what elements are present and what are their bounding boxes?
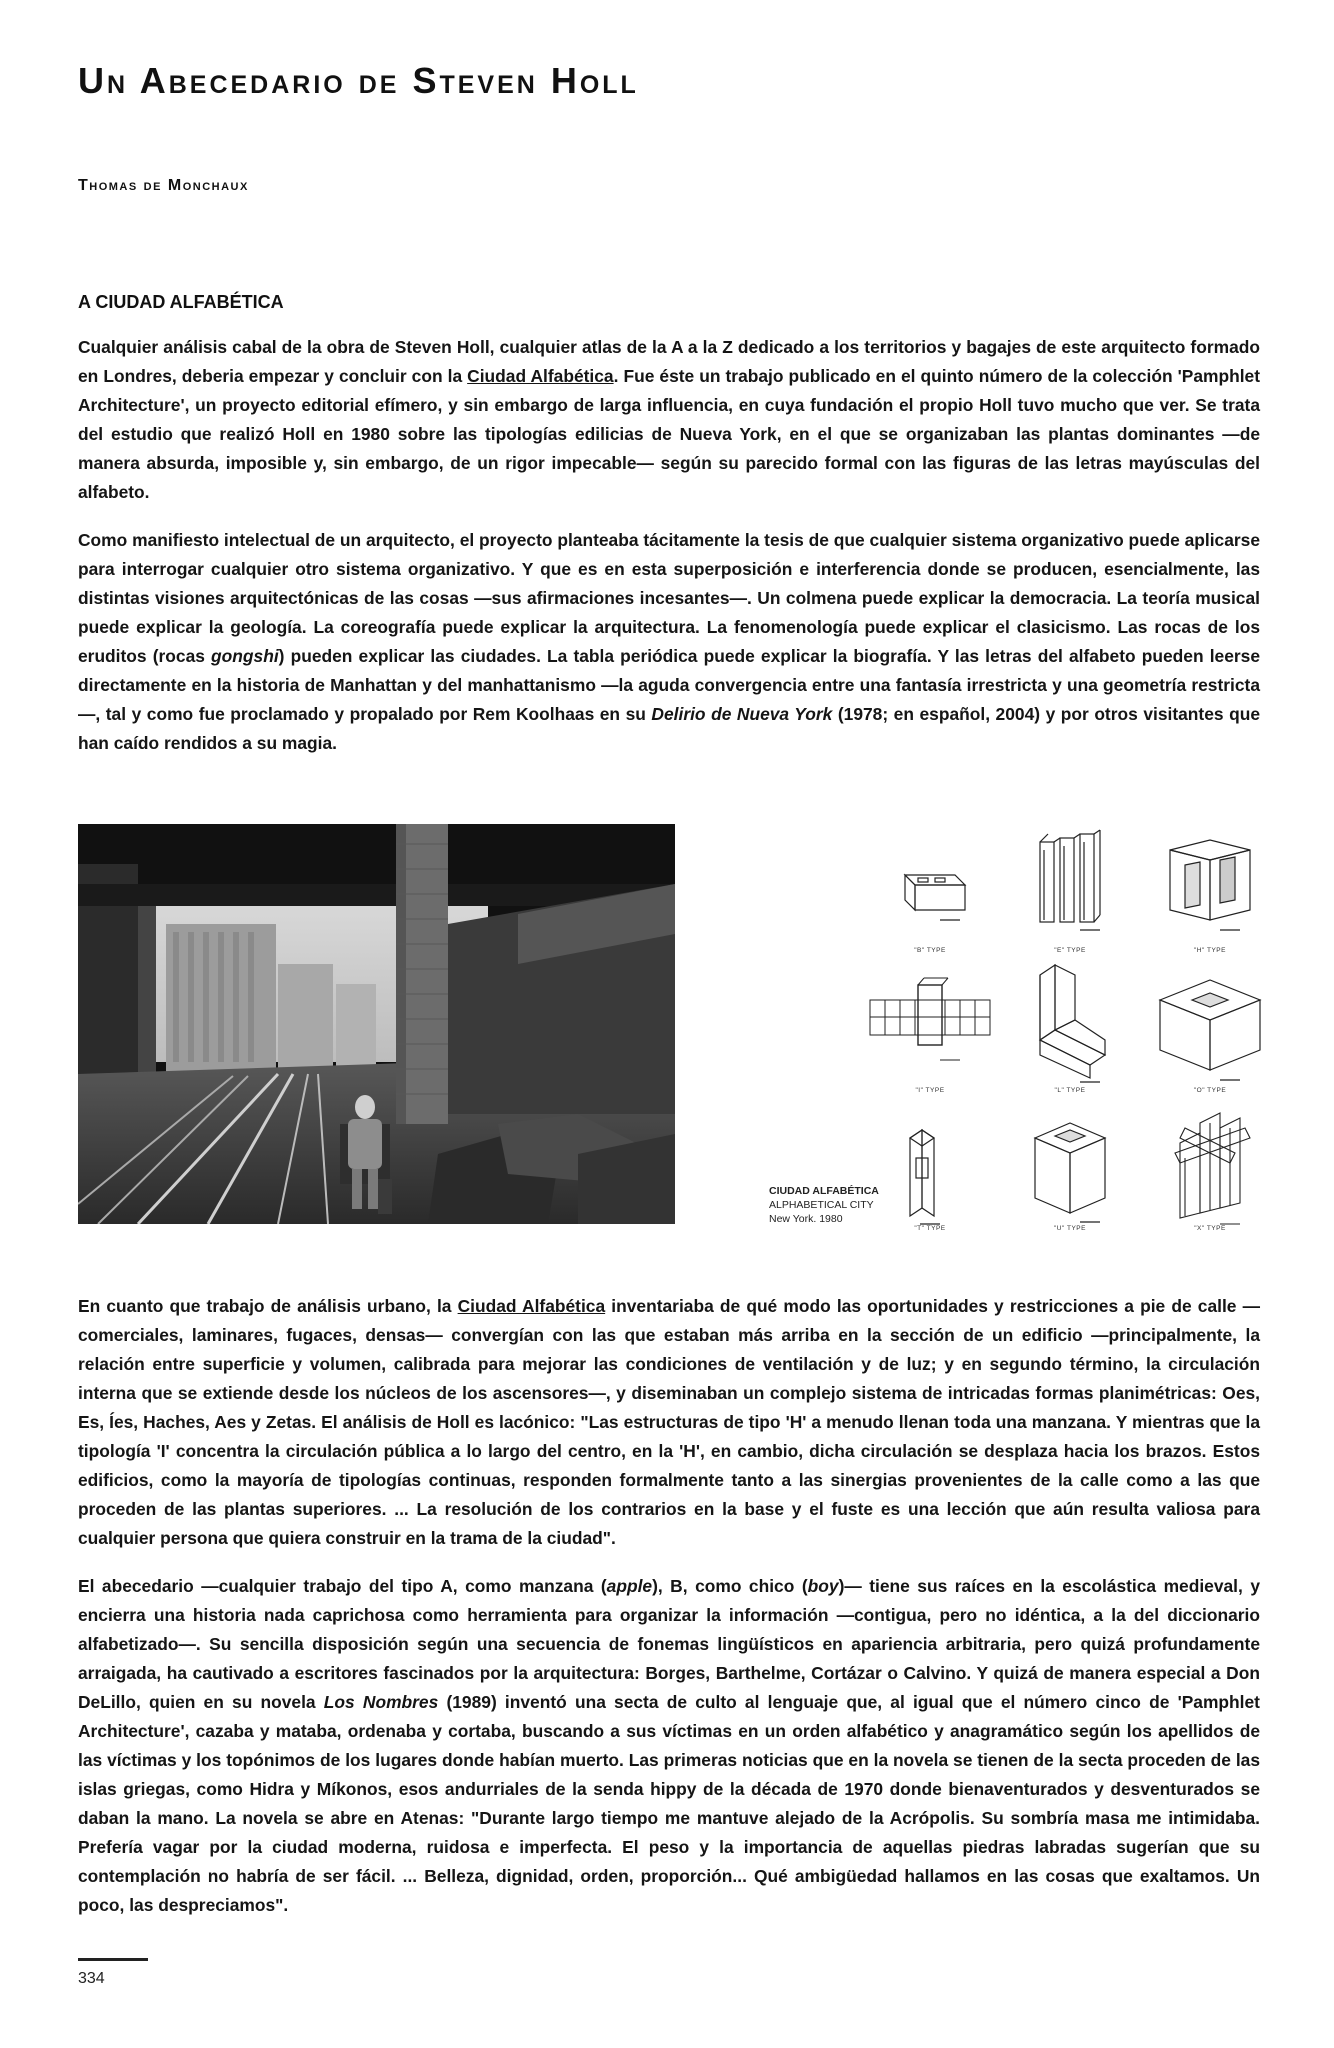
paragraph	[78, 333, 1260, 507]
type-h-diagram	[1140, 820, 1280, 958]
photo-rail-yard-icon	[78, 824, 675, 1224]
type-label: "U" TYPE	[1054, 1225, 1086, 1232]
text-run: El abecedario —cualquier trabajo del tipo A, como manzana (	[78, 1576, 607, 1596]
type-label: "E" TYPE	[1054, 947, 1086, 954]
italic-run: apple	[606, 1576, 653, 1596]
italic-run: Delirio de Nueva York	[651, 704, 833, 724]
paragraph	[78, 526, 1260, 758]
body-text-top	[78, 333, 1260, 777]
paragraph	[78, 1292, 1260, 1553]
text-run: ), B, como chico (	[652, 1576, 808, 1596]
alphabetical-city-diagrams	[860, 820, 1280, 1235]
italic-run: boy	[807, 1576, 839, 1596]
type-l-diagram	[1000, 960, 1140, 1098]
photo-rail-yard	[78, 824, 675, 1224]
folio-rule	[78, 1958, 148, 1961]
text-run: (1978; en español, 2004) y por otros visitantes que han caído rendidos a su magia.	[78, 704, 1260, 753]
italic-run: Los Nombres	[323, 1692, 439, 1712]
figure-caption	[769, 1184, 879, 1226]
type-x-diagram	[1140, 1098, 1280, 1236]
type-label: "T" TYPE	[914, 1225, 946, 1232]
text-run: (1989) inventó una secta de culto al lenguaje que, al igual que el número cinco de 'Pamphlet Architecture', cazaba y mataba, ordenaba y cortaba, buscando a sus víctimas en un orden alfabético y anagramático según los apellidos de las víctimas y los topónimos de los lugares donde habían muerto. Las primeras noticias que en la novela se tienen de la secta proceden de las islas griegas, como Hidra y Míkonos, esos andurriales de la senda hippy de la década de 1970 donde bienaventurados y desventurados se daban la mano. La novela se abre en Atenas: "Durante largo tiempo me mantuve alejado de la Acrópolis. Su sombría masa me intimidaba. Prefería vagar por la ciudad moderna, ruidosa e imperfecta. El peso y la importancia de aquellas piedras labradas sugerían que su contemplación no habría de ser fácil. ... Belleza, dignidad, orden, proporción... Qué ambigüedad hallamos en las cosas que exaltamos. Un poco, las despreciamos".	[78, 1692, 1260, 1915]
type-label: "B" TYPE	[914, 947, 946, 954]
body-text-bottom	[78, 1292, 1260, 1939]
text-run: )— tiene sus raíces en la escolástica medieval, y encierra una historia nada caprichosa como herramienta para organizar la información —contigua, pero no idéntica, a la del diccionario alfabetizado—. Su sencilla disposición según una secuencia de fonemas lingüísticos en apariencia arbitraria, pero quizá profundamente arraigada, ha cautivado a escritores fascinados por la arquitectura: Borges, Barthelme, Cortázar o Calvino. Y quizá de manera especial a Don DeLillo, quien en su novela	[78, 1576, 1260, 1712]
type-o-diagram	[1140, 960, 1280, 1098]
underlined-link[interactable]: Ciudad Alfabética	[467, 366, 614, 386]
caption-line: CIUDAD ALFABÉTICA	[769, 1185, 879, 1197]
caption-line: ALPHABETICAL CITY	[769, 1199, 874, 1211]
section-heading: A CIUDAD ALFABÉTICA	[78, 292, 284, 312]
text-run: inventariaba de qué modo las oportunidades y restricciones a pie de calle —comerciales, laminares, fugaces, densas— convergían con las que estaban más arriba en la sección de un edificio —principalmente, la relación entre superficie y volumen, calibrada para mejorar las condiciones de ventilación y de luz; y en segundo término, la circulación interna que se extiende desde los núcleos de los ascensores—, y diseminaban un complejo sistema de intricadas formas planimétricas: Oes, Es, Íes, Haches, Aes y Zetas. El análisis de Holl es lacónico: "Las estructuras de tipo 'H' a menudo llenan toda una manzana. Y mientras que la tipología 'I' concentra la circulación pública a lo largo del centro, en la 'H', en cambio, dicha circulación se desplaza hacia los brazos. Estos edificios, como la mayoría de tipologías continuas, responden formalmente tanto a las sinergias provenientes de la calle como a las que proceden de las plantas superiores. ... La resolución de los contrarios en la base y el fuste es una lección que aún resulta valiosa para cualquier persona que quiera construir en la trama de la ciudad".	[78, 1296, 1260, 1548]
article-author: Thomas de Monchaux	[78, 177, 249, 194]
type-b-diagram	[860, 820, 1000, 958]
paragraph	[78, 1572, 1260, 1920]
text-run: Cualquier análisis cabal de la obra de Steven Holl, cualquier atlas de la A a la Z dedicado a los territorios y bagajes de este arquitecto formado en Londres, deberia empezar y concluir con la	[78, 337, 1260, 386]
type-i-diagram	[860, 960, 1000, 1098]
type-label: "I" TYPE	[915, 1087, 945, 1094]
underlined-link[interactable]: Ciudad Alfabética	[457, 1296, 606, 1316]
italic-run: gongshi	[211, 646, 279, 666]
text-run: En cuanto que trabajo de análisis urbano, la	[78, 1296, 458, 1316]
type-e-diagram	[1000, 820, 1140, 958]
type-t-diagram	[860, 1098, 1000, 1236]
text-run: ) pueden explicar las ciudades. La tabla periódica puede explicar la biografía. Y las letras del alfabeto pueden leerse directamente en la historia de Manhattan y del manhattanismo —la aguda convergencia entre una fantasía irrestricta y una geometría restricta—, tal y como fue proclamado y propalado por Rem Koolhaas en su	[78, 646, 1260, 724]
text-run: Como manifiesto intelectual de un arquitecto, el proyecto planteaba tácitamente la tesis de que cualquier sistema organizativo puede aplicarse para interrogar cualquier otro sistema organizativo. Y que es en esta superposición e interferencia donde se producen, esencialmente, las distintas visiones arquitectónicas de las cosas —sus afirmaciones incesantes—. Un colmena puede explicar la democracia. La teoría musical puede explicar la geología. La coreografía puede explicar la arquitectura. La fenomenología puede explicar el clasicismo. Las rocas de los eruditos (rocas	[78, 530, 1260, 666]
type-u-diagram	[1000, 1098, 1140, 1236]
type-label: "L" TYPE	[1054, 1087, 1086, 1094]
type-label: "O" TYPE	[1193, 1087, 1227, 1094]
article-title: Un Abecedario de Steven Holl	[78, 60, 639, 101]
type-label: "H" TYPE	[1194, 947, 1226, 954]
caption-line: New York. 1980	[769, 1213, 843, 1225]
text-run: . Fue éste un trabajo publicado en el quinto número de la colección 'Pamphlet Architecture', un proyecto editorial efímero, y sin embargo de larga influencia, en cuya fundación el propio Holl tuvo mucho que ver. Se trata del estudio que realizó Holl en 1980 sobre las tipologías edilicias de Nueva York, en el que se organizaban las plantas dominantes —de manera absurda, imposible y, sin embargo, de un rigor impecable— según su parecido formal con las figuras de las letras mayúsculas del alfabeto.	[78, 366, 1261, 502]
page-number: 334	[78, 1970, 105, 1987]
type-label: "X" TYPE	[1194, 1225, 1226, 1232]
